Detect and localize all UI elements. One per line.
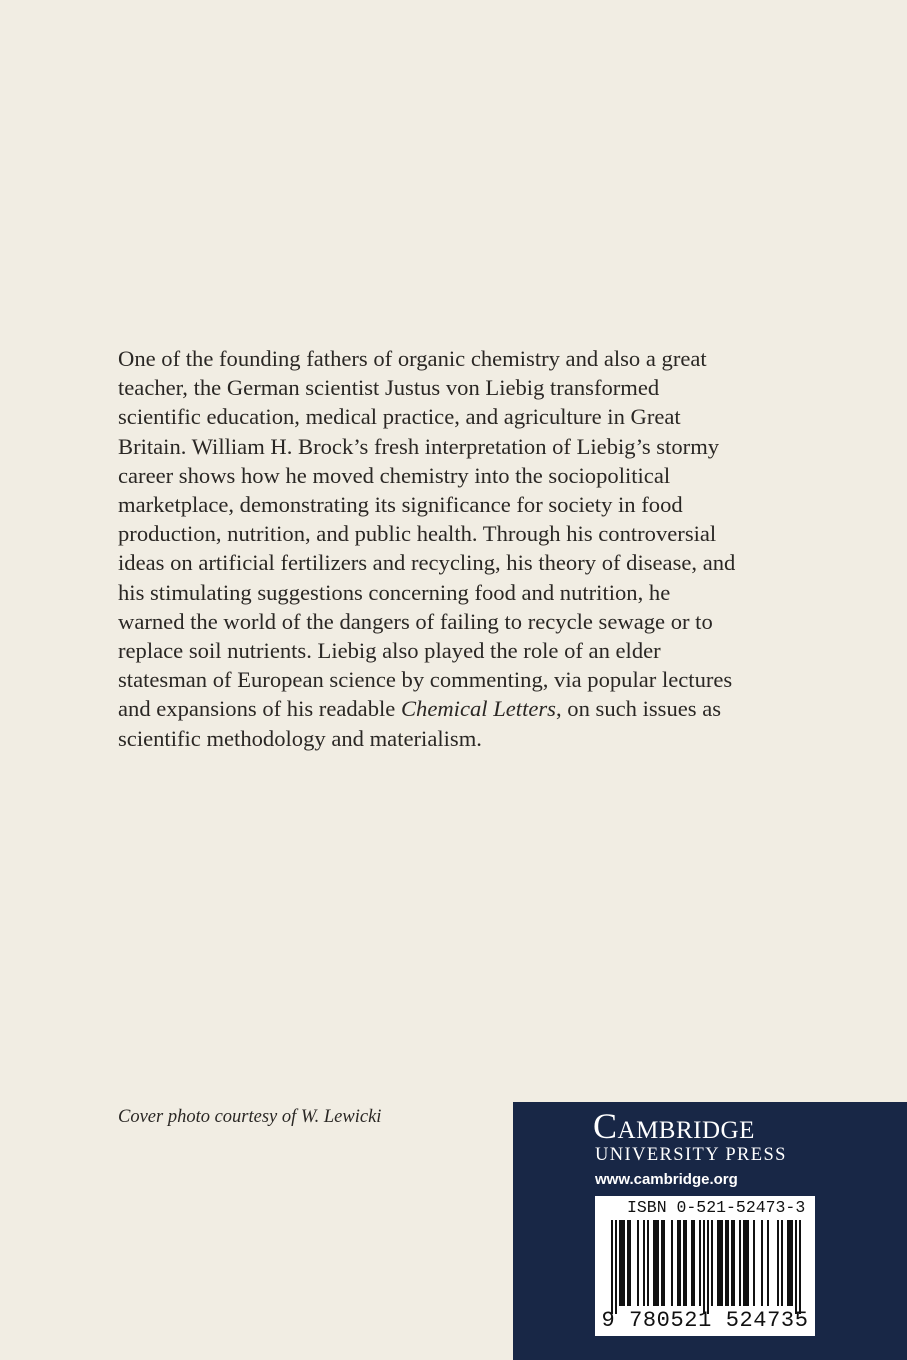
barcode-bar	[717, 1220, 719, 1306]
description-line: career shows how he moved chemistry into the sociopolitical	[118, 462, 671, 488]
description-line: teacher, the German scientist Justus von Liebig transformed	[118, 375, 660, 401]
barcode-bar	[789, 1220, 791, 1306]
publisher-subtitle: UNIVERSITY PRESS	[595, 1145, 787, 1165]
barcode-bar	[707, 1220, 709, 1314]
barcode-bar	[743, 1220, 745, 1306]
barcode-bar	[725, 1220, 727, 1306]
description-line: ideas on artificial fertilizers and recycling, his theory of disease, and	[118, 550, 736, 576]
barcode-bar	[719, 1220, 721, 1306]
book-title-italic: Chemical Letters	[400, 696, 556, 722]
barcode-bar	[711, 1220, 713, 1306]
isbn-label: ISBN 0-521-52473-3	[627, 1198, 806, 1217]
publisher-panel	[513, 1102, 907, 1360]
description-line: marketplace, demonstrating its significance for society in food	[118, 492, 683, 518]
barcode-bar	[647, 1220, 649, 1306]
barcode-bar	[761, 1220, 763, 1306]
description-line: statesman of European science by commenting, via popular lectures	[118, 667, 733, 693]
barcode-bar	[767, 1220, 769, 1306]
barcode-bar	[693, 1220, 695, 1306]
description-line: scientific methodology and materialism.	[118, 725, 482, 751]
barcode-bar	[747, 1220, 749, 1306]
barcode-bar	[721, 1220, 723, 1306]
barcode-bar	[699, 1220, 701, 1306]
description-line: replace soil nutrients. Liebig also played the role of an elder	[118, 638, 661, 664]
barcode-bar	[685, 1220, 687, 1306]
barcode-bar	[739, 1220, 741, 1306]
barcode-bar	[781, 1220, 783, 1306]
barcode-bar	[627, 1220, 629, 1306]
barcode-bar	[677, 1220, 679, 1306]
barcode-bar	[619, 1220, 621, 1306]
barcode-bar	[653, 1220, 655, 1306]
barcode-bar	[791, 1220, 793, 1306]
description-line: production, nutrition, and public health. Through his controversial	[118, 521, 717, 547]
barcode-bar	[691, 1220, 693, 1306]
description-line: warned the world of the dangers of failing to recycle sewage or to	[118, 608, 713, 634]
barcode-bar	[657, 1220, 659, 1306]
barcode-bar	[621, 1220, 623, 1306]
barcode-bar	[661, 1220, 663, 1306]
barcode-bar	[637, 1220, 639, 1306]
barcode-bar	[795, 1220, 797, 1314]
isbn-barcode	[595, 1196, 815, 1336]
publisher-logo-name: Cambridge	[593, 1106, 755, 1146]
barcode-bar	[799, 1220, 801, 1314]
barcode-bar	[733, 1220, 735, 1306]
barcode-bar	[615, 1220, 617, 1314]
cover-photo-credit: Cover photo courtesy of W. Lewicki	[118, 1107, 382, 1127]
barcode-bar	[679, 1220, 681, 1306]
description-paragraph	[118, 344, 798, 753]
description-text: , on such issues as	[555, 696, 722, 722]
barcode-bar	[727, 1220, 729, 1306]
barcode-bar	[753, 1220, 755, 1306]
barcode-bar	[777, 1220, 779, 1306]
barcode-bar	[671, 1220, 673, 1306]
description-text: and expansions of his readable	[118, 696, 401, 722]
description-line	[118, 694, 798, 723]
description-line: scientific education, medical practice, and agriculture in Great	[118, 404, 681, 430]
barcode-bar	[643, 1220, 645, 1306]
barcode-bar	[655, 1220, 657, 1306]
barcode-bar	[731, 1220, 733, 1306]
barcode-digits: 9 780521 524735	[601, 1308, 809, 1333]
barcode-bar	[745, 1220, 747, 1306]
barcode-bar	[787, 1220, 789, 1306]
barcode-bar	[703, 1220, 705, 1314]
description-line: Britain. William H. Brock’s fresh interpretation of Liebig’s stormy	[118, 433, 720, 459]
barcode-bar	[623, 1220, 625, 1306]
description-line: his stimulating suggestions concerning food and nutrition, he	[118, 579, 671, 605]
barcode-bar	[629, 1220, 631, 1306]
barcode-bar	[683, 1220, 685, 1306]
publisher-url: www.cambridge.org	[595, 1171, 738, 1188]
description-line: One of the founding fathers of organic chemistry and also a great	[118, 346, 707, 371]
barcode-bar	[663, 1220, 665, 1306]
barcode-bar	[611, 1220, 613, 1314]
